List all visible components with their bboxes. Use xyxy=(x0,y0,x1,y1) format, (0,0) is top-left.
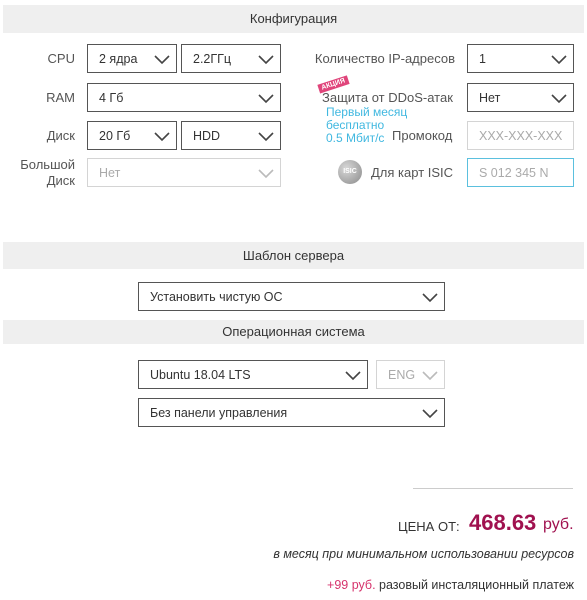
chevron-down-icon xyxy=(258,169,274,179)
ram-select[interactable] xyxy=(87,83,281,112)
control-panel-value: Без панели управления xyxy=(150,406,288,420)
disk-type-select[interactable] xyxy=(181,121,281,150)
price-currency: руб. xyxy=(543,516,574,533)
chevron-down-icon xyxy=(258,55,274,65)
cpu-freq-select[interactable] xyxy=(181,44,281,73)
chevron-down-icon xyxy=(345,371,361,381)
cpu-cores-value: 2 ядра xyxy=(99,52,138,66)
promocode-label: Промокод xyxy=(392,128,453,143)
cpu-freq-value: 2.2ГГц xyxy=(193,52,232,66)
template-select[interactable] xyxy=(138,282,445,311)
price-amount: 468.63 xyxy=(469,510,537,535)
chevron-down-icon xyxy=(154,132,170,142)
chevron-down-icon xyxy=(422,409,438,419)
price-label: ЦЕНА ОТ: xyxy=(398,519,460,534)
promo-badge: АКЦИЯ xyxy=(317,76,349,94)
section-header-os xyxy=(3,320,584,344)
promocode-placeholder: XXX-XXX-XXX xyxy=(479,129,563,143)
os-lang-select[interactable] xyxy=(376,360,445,389)
section-header-config xyxy=(3,5,584,33)
ip-count-select[interactable] xyxy=(467,44,574,73)
ip-count-value: 1 xyxy=(479,52,486,66)
section-header-template xyxy=(3,242,584,269)
ip-count-label: Количество IP-адресов xyxy=(314,51,455,66)
big-disk-select[interactable] xyxy=(87,158,281,187)
section-title: Шаблон сервера xyxy=(242,248,345,263)
disk-label: Диск xyxy=(46,128,75,143)
ram-label: RAM xyxy=(46,90,75,105)
big-disk-label-line1: Большой xyxy=(20,157,75,172)
promocode-input[interactable] xyxy=(467,121,574,150)
ddos-promo-line3: 0.5 Мбит/с xyxy=(326,131,385,145)
cpu-cores-select[interactable] xyxy=(87,44,177,73)
isic-label: Для карт ISIC xyxy=(371,165,454,180)
ddos-promo-line2: бесплатно xyxy=(326,118,385,132)
section-title: Операционная система xyxy=(222,324,365,339)
price-divider xyxy=(413,488,573,489)
control-panel-select[interactable] xyxy=(138,398,445,427)
disk-type-value: HDD xyxy=(193,129,221,143)
setup-fee-amount: +99 руб. xyxy=(327,578,376,592)
big-disk-value: Нет xyxy=(99,166,121,180)
os-distro-value: Ubuntu 18.04 LTS xyxy=(150,368,251,382)
chevron-down-icon xyxy=(258,94,274,104)
isic-placeholder: S 012 345 N xyxy=(479,166,549,180)
chevron-down-icon xyxy=(422,293,438,303)
ram-value: 4 Гб xyxy=(99,91,124,105)
ddos-label: Защита от DDoS-атак xyxy=(322,90,453,105)
big-disk-label xyxy=(10,157,75,189)
ddos-value: Нет xyxy=(479,91,501,105)
section-title: Конфигурация xyxy=(249,11,338,26)
chevron-down-icon xyxy=(551,94,567,104)
chevron-down-icon xyxy=(258,132,274,142)
disk-size-select[interactable] xyxy=(87,121,177,150)
chevron-down-icon xyxy=(422,371,438,381)
isic-icon: ISIC xyxy=(338,160,362,184)
chevron-down-icon xyxy=(154,55,170,65)
ddos-select[interactable] xyxy=(467,83,574,112)
ddos-promo-line1: Первый месяц xyxy=(326,105,408,119)
setup-fee xyxy=(327,578,574,592)
isic-input[interactable] xyxy=(467,158,574,187)
template-value: Установить чистую ОС xyxy=(150,290,283,304)
big-disk-label-line2: Диск xyxy=(46,173,75,188)
price-note: в месяц при минимальном использовании ресурсов xyxy=(273,547,574,561)
os-distro-select[interactable] xyxy=(138,360,368,389)
os-lang-value: ENG xyxy=(388,368,416,382)
setup-fee-text: разовый инсталяционный платеж xyxy=(379,578,574,592)
disk-size-value: 20 Гб xyxy=(99,129,131,143)
cpu-label: CPU xyxy=(47,51,75,66)
chevron-down-icon xyxy=(551,55,567,65)
